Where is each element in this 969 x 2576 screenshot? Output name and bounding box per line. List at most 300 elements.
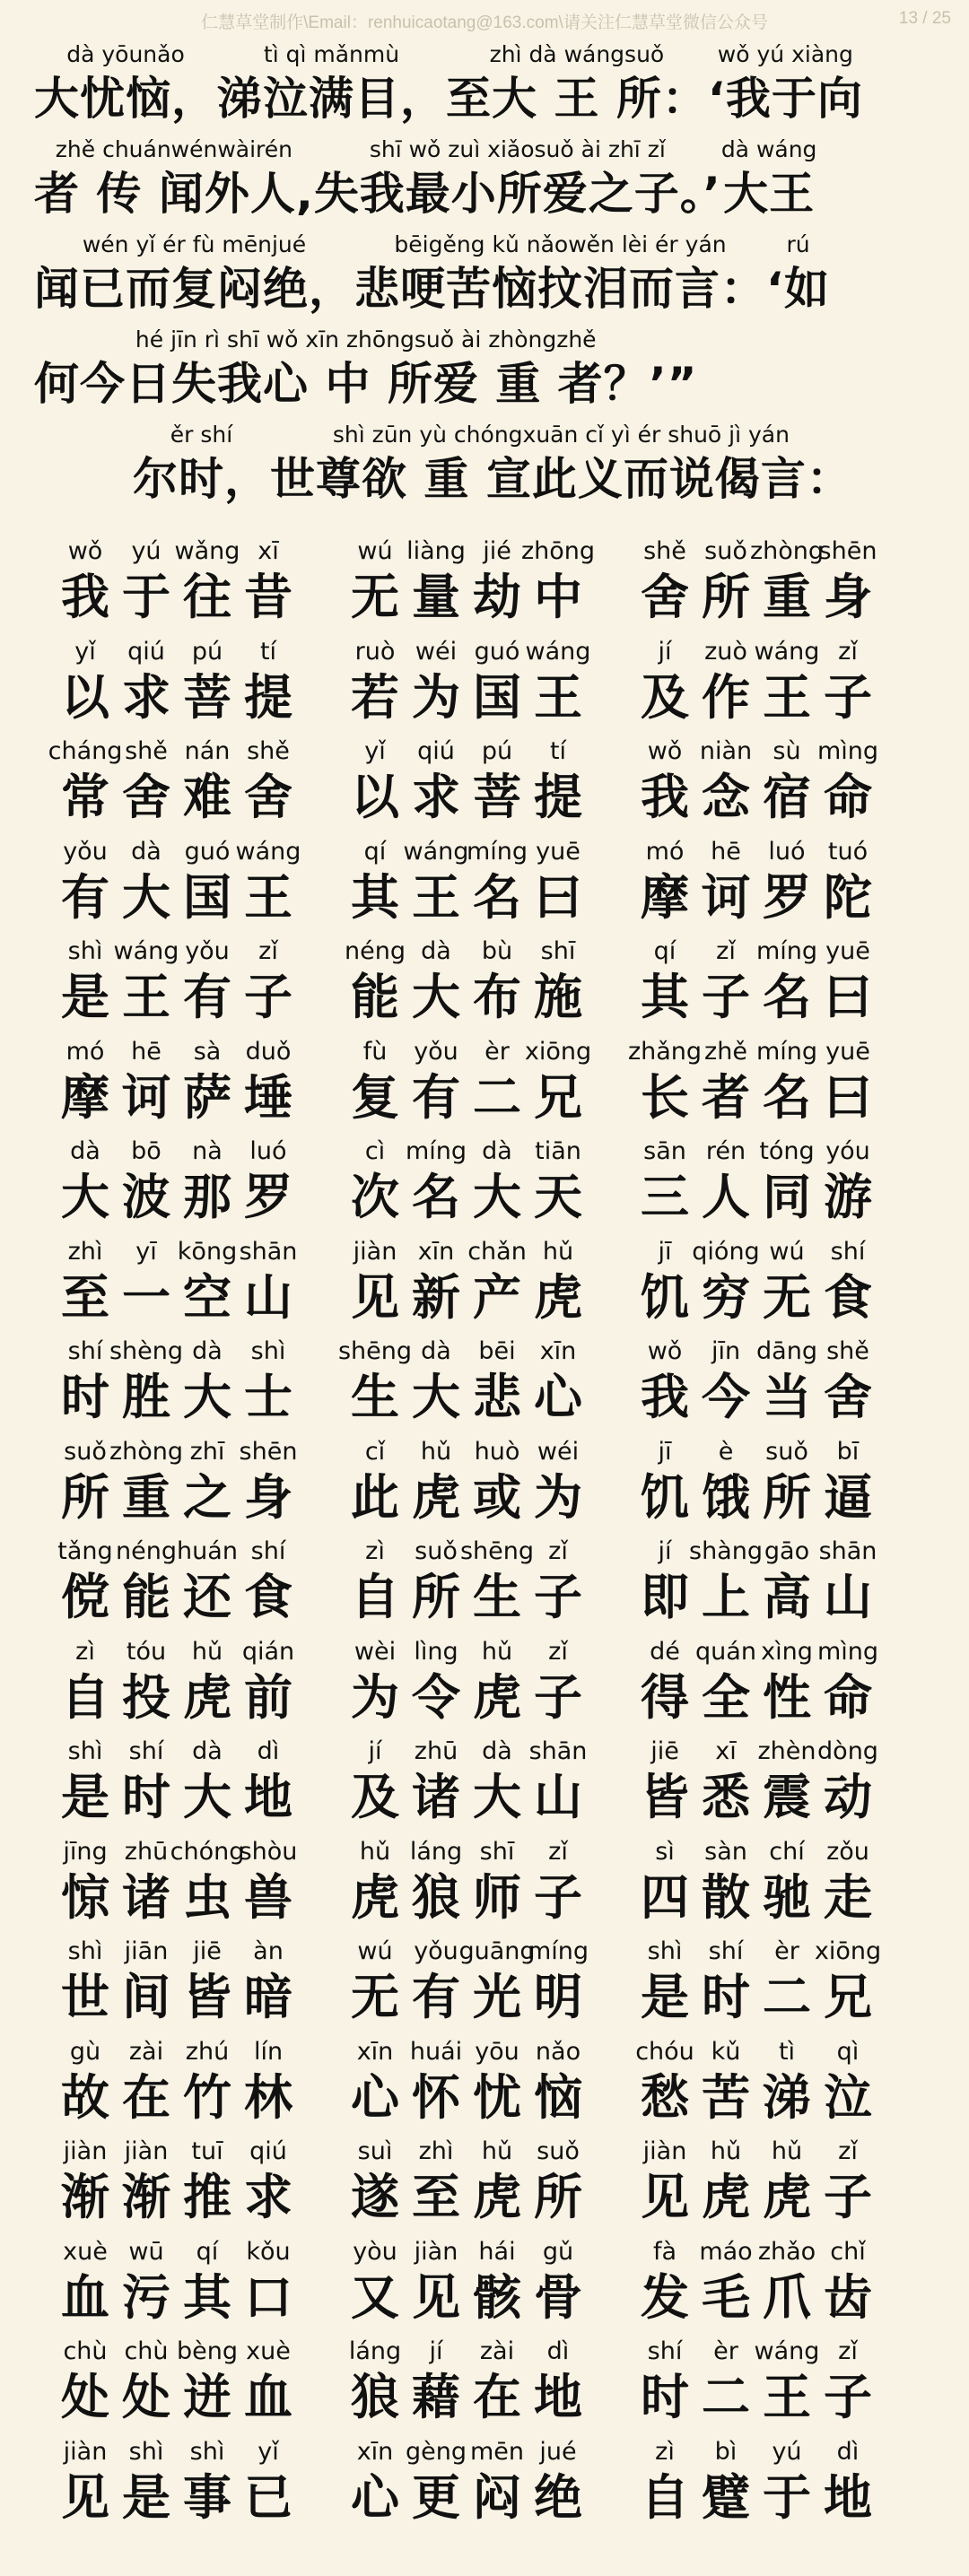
pinyin-text: dì <box>546 2337 570 2365</box>
pinyin-text: sàn <box>704 1837 747 1866</box>
hanzi-text: 大 <box>183 1369 231 1425</box>
hanzi-text: 之 <box>183 1468 231 1526</box>
verse-char <box>235 835 301 927</box>
hanzi-text: 怀 <box>412 2068 460 2126</box>
verse-char <box>467 2435 527 2527</box>
pinyin-text: zhī <box>189 1437 225 1466</box>
pinyin-text: suǒ <box>415 1537 458 1565</box>
pinyin-text: jiàn <box>353 1237 397 1266</box>
hanzi-text: 齿 <box>824 2268 872 2326</box>
pinyin-text: gǔ <box>542 2237 574 2266</box>
pinyin-text: shí <box>67 1337 103 1365</box>
ruby-unit <box>708 39 863 127</box>
verse-char <box>467 635 527 727</box>
prose-line <box>34 230 949 325</box>
verse-phrase <box>56 1335 298 1426</box>
hanzi-text: 惊 <box>61 1868 109 1926</box>
hanzi-text: 穷 <box>702 1268 750 1326</box>
pinyin-text: xuè <box>63 2237 108 2266</box>
hanzi-text: 山 <box>534 1769 582 1825</box>
verse-row <box>0 935 969 1035</box>
verse-char <box>117 735 176 826</box>
pinyin-text: jiàn <box>124 2137 169 2165</box>
pinyin-text: shí <box>250 1537 286 1565</box>
pinyin-text: wǒ yú xiàng <box>717 41 853 67</box>
hanzi-text: 国 <box>473 668 521 726</box>
verse-char <box>56 1335 115 1426</box>
verse-char <box>345 1735 405 1826</box>
hanzi-text: 常 <box>61 769 109 825</box>
pinyin-text: xīn <box>356 2037 394 2066</box>
pinyin-text: cǐ <box>364 1437 386 1466</box>
hanzi-text: 闻已而复闷绝， <box>34 263 354 315</box>
pinyin-text: zǐ <box>548 1837 568 1866</box>
pinyin-text: qì <box>836 2037 860 2066</box>
verse-char <box>818 2135 877 2226</box>
hanzi-text: 提 <box>534 769 582 825</box>
verse-row <box>0 735 969 835</box>
pinyin-text: zǐ <box>258 937 278 965</box>
pinyin-text: wú <box>769 1237 805 1266</box>
hanzi-text: 三 <box>641 1169 689 1225</box>
pinyin-text: shān <box>239 1237 298 1266</box>
hanzi-text: 施 <box>534 969 582 1025</box>
pinyin-text: hé jīn rì shī wǒ xīn zhōngsuǒ ài zhòngzhě <box>135 326 597 352</box>
verse-char <box>345 635 405 727</box>
pinyin-text: yōu <box>475 2037 519 2066</box>
ruby-unit <box>133 420 270 508</box>
verse-char <box>117 2435 176 2527</box>
hanzi-text: 还 <box>183 1569 231 1625</box>
pinyin-text: wáng <box>754 2337 820 2365</box>
pinyin-text: jué <box>539 2437 577 2466</box>
pinyin-text: jiān <box>124 1937 169 1965</box>
hanzi-text: 世 <box>61 1969 109 2025</box>
hanzi-text: 求 <box>412 769 460 825</box>
hanzi-text: 虎 <box>473 1668 521 1726</box>
pinyin-text: xī <box>258 537 279 565</box>
verse-phrase <box>56 2235 298 2327</box>
ruby-unit <box>34 325 697 413</box>
verse-char <box>635 2135 694 2226</box>
pinyin-text: cháng <box>48 737 123 765</box>
verse-char <box>696 1435 755 1527</box>
verse-char <box>528 1135 588 1226</box>
hanzi-text: 更 <box>412 2468 460 2526</box>
pinyin-text: àn <box>253 1937 284 1965</box>
ruby-unit <box>446 39 708 127</box>
pinyin-text: hǔ <box>481 1637 513 1666</box>
verse-phrase <box>345 1035 592 1127</box>
hanzi-text: 地 <box>824 2468 872 2526</box>
prose-line <box>34 135 949 230</box>
hanzi-text: 同 <box>763 1169 811 1225</box>
hanzi-text: 发 <box>641 2268 689 2326</box>
verse-char <box>696 1835 755 1927</box>
pinyin-text: suǒ <box>704 537 747 565</box>
pinyin-text: lìng <box>414 1637 458 1666</box>
verse-char <box>818 2335 877 2426</box>
pinyin-text: xī <box>715 1737 737 1765</box>
verse-char <box>345 2235 405 2327</box>
hanzi-text: 子 <box>534 1868 582 1926</box>
verse-char <box>696 1335 755 1426</box>
pinyin-text: hǔ <box>191 1637 223 1666</box>
hanzi-text: 事 <box>183 2468 231 2526</box>
verse-row <box>0 1235 969 1336</box>
verse-char <box>467 1635 527 1727</box>
hanzi-text: 有 <box>61 868 109 926</box>
verse-char <box>239 2035 298 2127</box>
pinyin-text: tí <box>549 737 567 765</box>
verse-row <box>0 835 969 936</box>
verse-char <box>345 735 405 826</box>
verse-row <box>0 1035 969 1136</box>
hanzi-text: 饥 <box>641 1268 689 1326</box>
pinyin-text: zǐ <box>838 2137 858 2165</box>
hanzi-text: 虎 <box>473 2169 521 2225</box>
pinyin-text: dà yōunǎo <box>66 41 185 67</box>
pinyin-text: wǒ <box>67 537 103 565</box>
hanzi-text: 子 <box>824 2169 872 2225</box>
verse-char <box>818 1635 877 1727</box>
verse-char <box>696 835 755 927</box>
pinyin-text: sān <box>643 1137 686 1165</box>
hanzi-text: 为 <box>534 1468 582 1526</box>
verse-phrase <box>635 1835 877 1927</box>
pinyin-text: hǔ <box>542 1237 574 1266</box>
verse-char <box>818 1735 877 1826</box>
pinyin-text: shān <box>528 1737 588 1765</box>
verse-row <box>0 1335 969 1435</box>
verse-char <box>757 1435 816 1527</box>
verse-char <box>406 635 466 727</box>
pinyin-text: dà <box>192 1737 223 1765</box>
pinyin-text: hǔ <box>420 1437 452 1466</box>
verse-char <box>406 535 466 626</box>
hanzi-text: 于 <box>122 569 170 625</box>
pinyin-text: xīn <box>356 2437 394 2466</box>
pinyin-text: zhì <box>418 2137 454 2165</box>
verse-phrase <box>635 2435 877 2527</box>
hanzi-text: 天 <box>534 1169 582 1225</box>
hanzi-text: 恼 <box>534 2068 582 2126</box>
hanzi-text: 子 <box>534 1668 582 1726</box>
hanzi-text: 所 <box>61 1468 109 1526</box>
verse-phrase <box>56 1435 298 1527</box>
verse-char <box>635 1535 694 1626</box>
verse-char <box>467 1335 527 1426</box>
pinyin-text: zhǎo <box>757 2237 816 2266</box>
hanzi-text: 一 <box>122 1268 170 1326</box>
verse-char <box>635 2435 694 2527</box>
hanzi-text: 摩 <box>61 1068 109 1126</box>
verse-char <box>178 1035 237 1127</box>
pinyin-text: guó <box>474 637 520 666</box>
pinyin-text: zhū <box>414 1737 458 1765</box>
hanzi-text: 名 <box>412 1169 460 1225</box>
verse-char <box>178 2435 237 2527</box>
verse-char <box>239 2235 298 2327</box>
hanzi-text: 饥 <box>641 1468 689 1526</box>
verse-phrase <box>56 2435 298 2527</box>
verse-char <box>467 735 527 826</box>
verse-char <box>239 1135 298 1226</box>
pinyin-text: bèng <box>176 2337 238 2365</box>
pinyin-text: yǒu <box>414 1037 458 1066</box>
verse-char <box>635 1235 694 1327</box>
hanzi-text: 狼 <box>351 2369 399 2425</box>
verse-char <box>56 1835 115 1927</box>
verse-char <box>406 2235 466 2327</box>
hanzi-text: 以 <box>61 668 109 726</box>
verse-char <box>818 1535 877 1626</box>
verse-char <box>178 1435 237 1527</box>
pinyin-text: tí <box>259 637 277 666</box>
hanzi-text: 林 <box>244 2068 292 2126</box>
ruby-unit <box>354 230 766 318</box>
verse-char <box>239 1235 298 1327</box>
pinyin-text: wú <box>357 537 393 565</box>
verse-phrase <box>345 1635 588 1727</box>
verse-phrase <box>345 635 591 727</box>
verse-char <box>818 1835 877 1927</box>
hanzi-text: 往 <box>183 569 231 625</box>
pinyin-text: suǒ <box>765 1437 808 1466</box>
pinyin-text: wǒ <box>647 1337 683 1365</box>
hanzi-text: 何今日失我心 中 所爱 重 者？’” <box>34 358 698 410</box>
pinyin-text: shí <box>647 2337 683 2365</box>
verse-phrase <box>345 2435 588 2527</box>
pinyin-text: jīng <box>63 1837 108 1866</box>
hanzi-text: 诸 <box>412 1769 460 1825</box>
pinyin-text: pú <box>191 637 223 666</box>
verse-phrase <box>627 1035 877 1127</box>
hanzi-text: 宿 <box>763 769 811 825</box>
pinyin-text: suǒ <box>537 2137 580 2165</box>
hanzi-text: 口 <box>244 2268 292 2326</box>
pinyin-text: hē <box>131 1037 162 1066</box>
hanzi-text: 逼 <box>824 1468 872 1526</box>
pinyin-text: tì qì mǎnmù <box>263 41 400 67</box>
verse-char <box>696 1135 755 1226</box>
verse-char <box>174 535 240 626</box>
pinyin-text: ruò <box>354 637 396 666</box>
verse-char <box>239 535 298 626</box>
hanzi-text: 长 <box>641 1068 689 1126</box>
verse-char <box>757 835 816 927</box>
pinyin-text: yú <box>772 2437 802 2466</box>
hanzi-text: 埵 <box>244 1068 292 1126</box>
pinyin-text: dà <box>131 837 162 866</box>
hanzi-text: 兽 <box>244 1868 292 1926</box>
verse-char <box>178 1535 237 1626</box>
verse-phrase <box>635 1735 877 1826</box>
hanzi-text: 王 <box>763 668 811 726</box>
hanzi-text: 悉 <box>702 1769 750 1825</box>
verse-phrase <box>635 1135 877 1226</box>
pinyin-text: jí <box>658 637 672 666</box>
verse-char <box>345 1235 405 1327</box>
verse-char <box>757 1635 816 1727</box>
pinyin-text: zhōng <box>520 537 596 565</box>
hanzi-text: 皆 <box>183 1969 231 2025</box>
hanzi-text: 摩 <box>641 868 689 926</box>
verse-char <box>818 835 877 927</box>
hanzi-text: 至 <box>61 1268 109 1326</box>
verse-char <box>56 2235 115 2327</box>
pinyin-text: bì <box>714 2437 738 2466</box>
verse-char <box>178 735 237 826</box>
verse-char <box>56 1935 115 2026</box>
hanzi-text: 故 <box>61 2068 109 2126</box>
verse-char <box>818 1035 877 1127</box>
verse-char <box>239 2335 298 2426</box>
pinyin-text: èr <box>774 1937 799 1965</box>
verse-char <box>528 1235 588 1327</box>
hanzi-text: 见 <box>641 2169 689 2225</box>
verse-char <box>696 2435 755 2527</box>
verse-row <box>0 535 969 635</box>
pinyin-text: qiú <box>417 737 455 765</box>
pinyin-text: shī <box>479 1837 515 1866</box>
pinyin-text: wéi <box>415 637 458 666</box>
hanzi-text: 若 <box>351 668 399 726</box>
pinyin-text: wáng <box>113 937 179 965</box>
hanzi-text: 师 <box>473 1868 521 1926</box>
pinyin-text: fù <box>362 1037 388 1066</box>
hanzi-text: 在 <box>122 2068 170 2126</box>
hanzi-text: 傥 <box>61 1569 109 1625</box>
pinyin-text: yòu <box>353 2237 397 2266</box>
verse-phrase <box>337 1335 588 1426</box>
verse-char <box>696 1735 755 1826</box>
hanzi-text: 竹 <box>183 2068 231 2126</box>
verse-phrase <box>56 1635 298 1727</box>
pinyin-text: fà <box>652 2237 677 2266</box>
hanzi-text: 狼 <box>412 1868 460 1926</box>
pinyin-text: tiān <box>535 1137 581 1165</box>
hanzi-text: 有 <box>183 969 231 1025</box>
hanzi-text: 迸 <box>183 2369 231 2425</box>
hanzi-text: 曰 <box>824 1068 872 1126</box>
hanzi-text: 二 <box>702 2369 750 2425</box>
pinyin-text: lín <box>253 2037 284 2066</box>
verse-phrase <box>345 2035 588 2127</box>
verse-phrase <box>56 1735 298 1826</box>
pinyin-text: yú <box>131 537 162 565</box>
hanzi-text: 心 <box>351 2068 399 2126</box>
hanzi-text: 生 <box>473 1569 521 1625</box>
pinyin-text: yuē <box>825 1037 870 1066</box>
verse-phrase <box>635 1935 882 2026</box>
pinyin-text: míng <box>527 1937 589 1965</box>
pinyin-text: tì <box>778 2037 796 2066</box>
verse-phrase <box>56 1235 298 1327</box>
verse-char <box>757 2435 816 2527</box>
hanzi-text: 是 <box>61 969 109 1025</box>
pinyin-text: láng <box>348 2337 402 2365</box>
verse-char <box>467 835 527 927</box>
verse-char <box>239 1935 298 2026</box>
verse-char <box>467 1035 527 1127</box>
hanzi-text: 子 <box>244 969 292 1025</box>
verse-row <box>0 1735 969 1835</box>
verse-char <box>178 835 237 927</box>
hanzi-text: 无 <box>351 1969 399 2025</box>
verse-char <box>345 2035 405 2127</box>
pinyin-text: wáng <box>403 837 469 866</box>
hanzi-text: 其 <box>641 969 689 1025</box>
hanzi-text: 有 <box>412 1068 460 1126</box>
verse-char <box>117 2035 176 2127</box>
pinyin-text: zhú <box>185 2037 230 2066</box>
hanzi-text: 投 <box>122 1668 170 1726</box>
hanzi-text: 自 <box>641 2468 689 2526</box>
verse-char <box>757 1235 816 1327</box>
hanzi-text: 所 <box>763 1468 811 1526</box>
hanzi-text: 血 <box>61 2268 109 2326</box>
hanzi-text: 处 <box>61 2369 109 2425</box>
hanzi-text: 菩 <box>473 769 521 825</box>
hanzi-text: 动 <box>824 1769 872 1825</box>
verse-char <box>117 1135 176 1226</box>
pinyin-text: èr <box>713 2337 738 2365</box>
verse-char <box>818 1135 877 1226</box>
verse-char <box>528 2035 588 2127</box>
pinyin-text: jiē <box>193 1937 222 1965</box>
hanzi-text: 已 <box>244 2468 292 2526</box>
pinyin-text: wǎng <box>174 537 240 565</box>
pinyin-text: è <box>718 1437 734 1466</box>
verse-char <box>239 1835 298 1927</box>
verse-phrase <box>345 2335 588 2426</box>
verse-char <box>635 935 694 1026</box>
verse-char <box>239 1335 298 1426</box>
hanzi-text: 光 <box>473 1969 521 2025</box>
pinyin-text: shī wǒ zuì xiǎosuǒ ài zhī zǐ <box>369 136 666 162</box>
page-header <box>0 0 969 39</box>
verse-char <box>406 1535 466 1626</box>
pinyin-text: jí <box>658 1537 672 1565</box>
verse-char <box>406 2135 466 2226</box>
verse-phrase <box>345 1135 588 1226</box>
hanzi-text: 至大 王 所： <box>446 73 708 125</box>
pinyin-text: tóng <box>759 1137 815 1165</box>
verse-char <box>178 2235 237 2327</box>
hanzi-text: 胜 <box>122 1369 170 1425</box>
hanzi-text: 曰 <box>824 969 872 1025</box>
verse-row <box>0 2235 969 2336</box>
pinyin-text: shēn <box>818 537 877 565</box>
pinyin-text: rú <box>786 231 810 257</box>
verse-char <box>635 1435 694 1527</box>
hanzi-text: 量 <box>412 569 460 625</box>
hanzi-text: 我 <box>641 769 689 825</box>
verse-char <box>178 1235 237 1327</box>
hanzi-text: 失我最小所爱之子。’ <box>313 168 721 220</box>
hanzi-text: 震 <box>763 1769 811 1825</box>
pinyin-text: jiàn <box>63 2437 108 2466</box>
verse-char <box>818 1235 877 1327</box>
verse-char <box>696 735 755 826</box>
ruby-unit <box>721 135 817 222</box>
pinyin-text: dì <box>836 2437 860 2466</box>
pinyin-text: xiōng <box>814 1937 882 1965</box>
verse-phrase <box>56 835 301 927</box>
hanzi-text: ‘如 <box>766 263 830 315</box>
verse-section <box>0 535 969 2535</box>
